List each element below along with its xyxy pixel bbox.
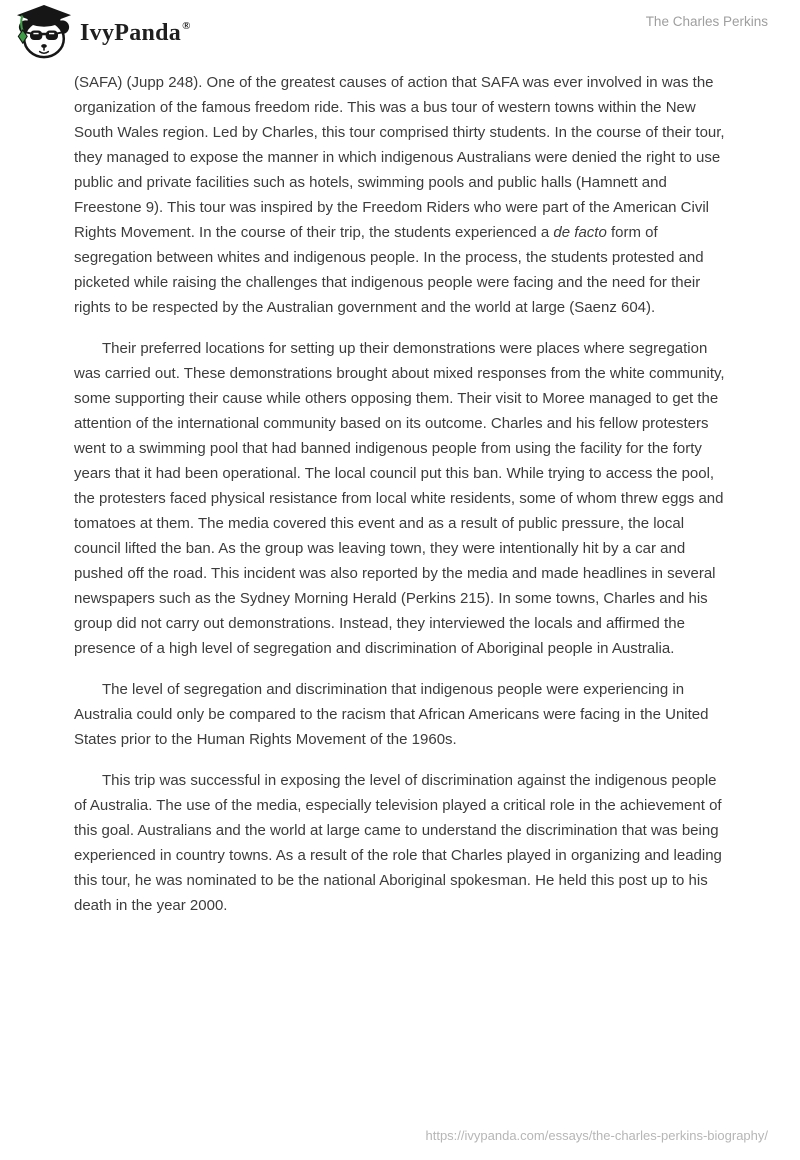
body-text: Their preferred locations for setting up their demonstrations were places where segregation was carried out. These demonstrations brought about mixed responses from the white community, some supporting their cause while others opposing them. Their visit to Moree managed to get the attention of the international community based on its outcome. Charles and his fellow protesters went to a swimming pool that had banned indigenous people from using the facility for the forty years that it had been operational. The local council put this ban. While trying to access the pool, the protesters faced physical resistance from local white residents, some of whom threw eggs and tomatoes at them. The media covered this event and as a result of public pressure, the local council lifted the ban. As the group was leaving town, they were intentionally hit by a car and pushed off the road. This incident was also reported by the media and made headlines in several newspapers such as the Sydney Morning Herald (Perkins 215). In some towns, Charles and his group did not carry out demonstrations. Instead, they interviewed the locals and affirmed the presence of a high level of segregation and discrimination of Aboriginal people in Australia. [74,340,725,657]
body-text: form of segregation between whites and indigenous people. In the process, the students protested and picketed while raising the challenges that indigenous people were facing and the need for their rights to be respected by the Australian government and the world at large (Saenz 604). [74,224,704,316]
source-url: https://ivypanda.com/essays/the-charles-perkins-biography/ [425,1128,768,1143]
body-text: (SAFA) (Jupp 248). One of the greatest causes of action that SAFA was ever involved in was the organization of the famous freedom ride. This was a bus tour of western towns within the New South Wales region. Led by Charles, this tour comprised thirty students. In the course of their tour, they managed to expose the manner in which indigenous Australians were denied the right to use public and private facilities such as hotels, swimming pools and public halls (Hamnett and Freestone 9). This tour was inspired by the Freedom Riders who were part of the American Civil Rights Movement. In the course of their trip, the students experienced a [74,74,725,241]
paragraph [74,70,730,320]
paragraph [74,677,730,752]
body-text: The level of segregation and discrimination that indigenous people were experiencing in Australia could only be compared to the racism that African Americans were facing in the United States prior to the Human Rights Movement of the 1960s. [74,681,709,748]
paragraph [74,336,730,661]
brand-name [80,20,190,47]
italic-text: de facto [553,224,607,241]
registered-mark: ® [182,20,191,32]
brand-text: IvyPanda [80,20,182,46]
document-title: The Charles Perkins [645,14,768,29]
ivypanda-logo [14,4,234,60]
panda-graduate-icon [14,4,74,60]
essay-body [74,70,730,934]
paragraph [74,768,730,918]
body-text: This trip was successful in exposing the level of discrimination against the indigenous people of Australia. The use of the media, especially television played a critical role in the achievement of this goal. Australians and the world at large came to understand the discrimination that was being experienced in country towns. As a result of the role that Charles played in organizing and leading this tour, he was nominated to be the national Aboriginal spokesman. He held this post up to his death in the year 2000. [74,772,722,914]
